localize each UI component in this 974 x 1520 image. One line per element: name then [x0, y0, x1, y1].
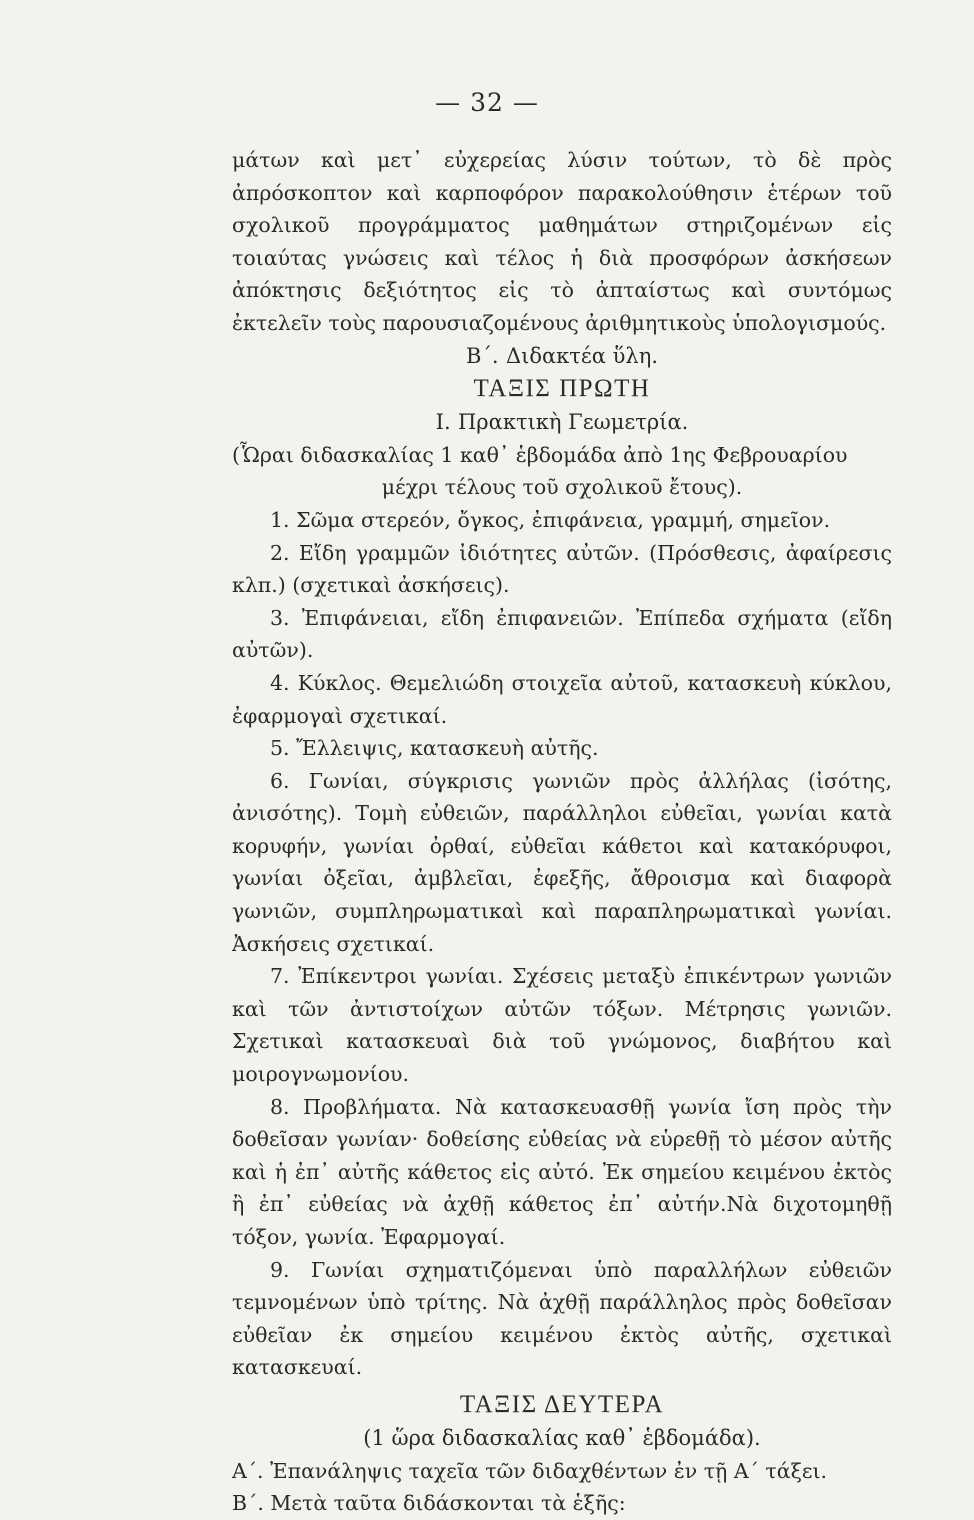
- item-label: Α΄.: [232, 1458, 264, 1483]
- item-number: 4.: [270, 670, 290, 695]
- section-b-title: Διδακτέα ὕλη.: [505, 343, 658, 368]
- item-text: Προβλήματα. Νὰ κατασκευασθῇ γωνία ἴση πρὸς τὴν δοθεῖσαν γωνίαν· δοθείσης εὐθείας νὰ εὑρεθῇ τὸ μέσον αὐτῆς καὶ ἡ ἐπ᾽ αὐτῆς κάθετος εἰς αὐτό. Ἐκ σημείου κειμένου ἐκτὸς ἢ ἐπ᾽ εὐθείας νὰ ἀχθῇ κάθετος ἐπ᾽ αὐτήν.Νὰ διχοτομηθῇ τόξον, γωνία. Ἐφαρμογαί.: [232, 1094, 892, 1249]
- class-two-hours-note: (1 ὥρα διδασκαλίας καθ᾽ ἑβδομάδα).: [363, 1425, 761, 1450]
- item-text: Γωνίαι σχηματιζόμεναι ὑπὸ παραλλήλων εὐθειῶν τεμνομένων ὑπὸ τρίτης. Νὰ ἀχθῇ παράλληλος πρὸς δοθεῖσαν εὐθεῖαν ἐκ σημείου κειμένου ἐκτὸς αὐτῆς, σχετικαὶ κατασκευαί.: [232, 1257, 892, 1380]
- item-number: 9.: [270, 1257, 290, 1282]
- item-text: Σῶμα στερεόν, ὄγκος, ἐπιφάνεια, γραμμή, σημεῖον.: [296, 507, 831, 532]
- subsection-heading: [232, 406, 892, 439]
- list-item: [232, 667, 892, 732]
- item-number: 7.: [270, 964, 290, 989]
- item-text: Γωνίαι, σύγκρισις γωνιῶν πρὸς ἀλλήλας (ἰσότης, ἀνισότης). Τομὴ εὐθειῶν, παράλληλοι εὐθεῖαι, γωνίαι κατὰ κορυφήν, γωνίαι ὀρθαί, εὐθεῖαι κάθετοι καὶ κατακόρυφοι, γωνίαι ὀξεῖαι, ἀμβλεῖαι, ἐφεξῆς, ἄθροισμα καὶ διαφορὰ γωνιῶν, συμπληρωματικαὶ καὶ παραπληρωματικαὶ γωνίαι. Ἀσκήσεις σχετικαί.: [232, 768, 892, 956]
- item-text: Μετὰ ταῦτα διδάσκονται τὰ ἑξῆς:: [270, 1491, 626, 1516]
- item-text: Εἴδη γραμμῶν ἰδιότητες αὐτῶν. (Πρόσθεσις, ἀφαίρεσις κλπ.) (σχετικαὶ ἀσκήσεις).: [232, 540, 892, 598]
- item-text: Ἐπιφάνειαι, εἴδη ἐπιφανειῶν. Ἐπίπεδα σχήματα (εἴδη αὐτῶν).: [232, 605, 892, 663]
- list-item: [232, 1091, 892, 1254]
- list-item: [232, 504, 892, 537]
- hours-note-line2: μέχρι τέλους τοῦ σχολικοῦ ἔτους).: [381, 475, 743, 500]
- intro-paragraph: μάτων καὶ μετ᾽ εὐχερείας λύσιν τούτων, τὸ δὲ πρὸς ἀπρόσκοπτον καὶ καρποφόρον παρακολούθησιν ἑτέρων τοῦ σχολικοῦ προγράμματος μαθημάτων στηριζομένων εἰς τοιαύτας γνώσεις καὶ τέλος ἡ διὰ προσφόρων ἀσκήσεων ἀπόκτησις δεξιότητος εἰς τὸ ἀπταίστως καὶ συντόμως ἐκτελεῖν τοὺς παρουσιαζομένους ἀριθμητικοὺς ὑπολογισμούς.: [232, 148, 892, 335]
- list-item: [232, 1487, 892, 1520]
- class-one-title: ΤΑΞΙΣ ΠΡΩΤΗ: [473, 375, 651, 403]
- section-b-heading: [232, 340, 892, 373]
- section-b-label: Β΄.: [466, 343, 499, 368]
- page-body: [232, 144, 892, 1520]
- item-text: Κύκλος. Θεμελιώδη στοιχεῖα αὐτοῦ, κατασκευὴ κύκλου, ἐφαρμογαὶ σχετικαί.: [232, 670, 892, 728]
- item-number: 6.: [270, 768, 290, 793]
- list-item: [232, 1455, 892, 1488]
- item-number: 3.: [270, 605, 290, 630]
- subsection-title: Πρακτικὴ Γεωμετρία.: [457, 410, 689, 435]
- page-number: — 32 —: [435, 88, 539, 117]
- item-number: 5.: [270, 736, 290, 761]
- item-number: 8.: [270, 1094, 290, 1119]
- list-item: [232, 765, 892, 961]
- list-item: [232, 1254, 892, 1384]
- class-two-title: ΤΑΞΙΣ ΔΕΥΤΕΡΑ: [459, 1390, 665, 1418]
- item-number: 2.: [270, 540, 290, 565]
- item-text: Ἐπίκεντροι γωνίαι. Σχέσεις μεταξὺ ἐπικέντρων γωνιῶν καὶ τῶν ἀντιστοίχων αὐτῶν τόξων. Μέτρησις γωνιῶν. Σχετικαὶ κατασκευαὶ διὰ τοῦ γνώμονος, διαβήτου καὶ μοιρογνωμονίου.: [232, 964, 892, 1087]
- item-label: Β΄.: [232, 1491, 264, 1516]
- list-item: [232, 732, 892, 765]
- item-number: 1.: [270, 507, 290, 532]
- hours-note-line1: (Ὧραι διδασκαλίας 1 καθ᾽ ἑβδομάδα ἀπὸ 1ης Φεβρουαρίου: [232, 442, 848, 467]
- list-item: [232, 537, 892, 602]
- list-item: [232, 960, 892, 1090]
- item-text: Ἐπανάληψις ταχεῖα τῶν διδαχθέντων ἐν τῇ Α΄ τάξει.: [270, 1458, 828, 1483]
- list-item: [232, 602, 892, 667]
- item-text: Ἔλλειψις, κατασκευὴ αὐτῆς.: [296, 736, 599, 761]
- subsection-label: Ι.: [435, 410, 451, 435]
